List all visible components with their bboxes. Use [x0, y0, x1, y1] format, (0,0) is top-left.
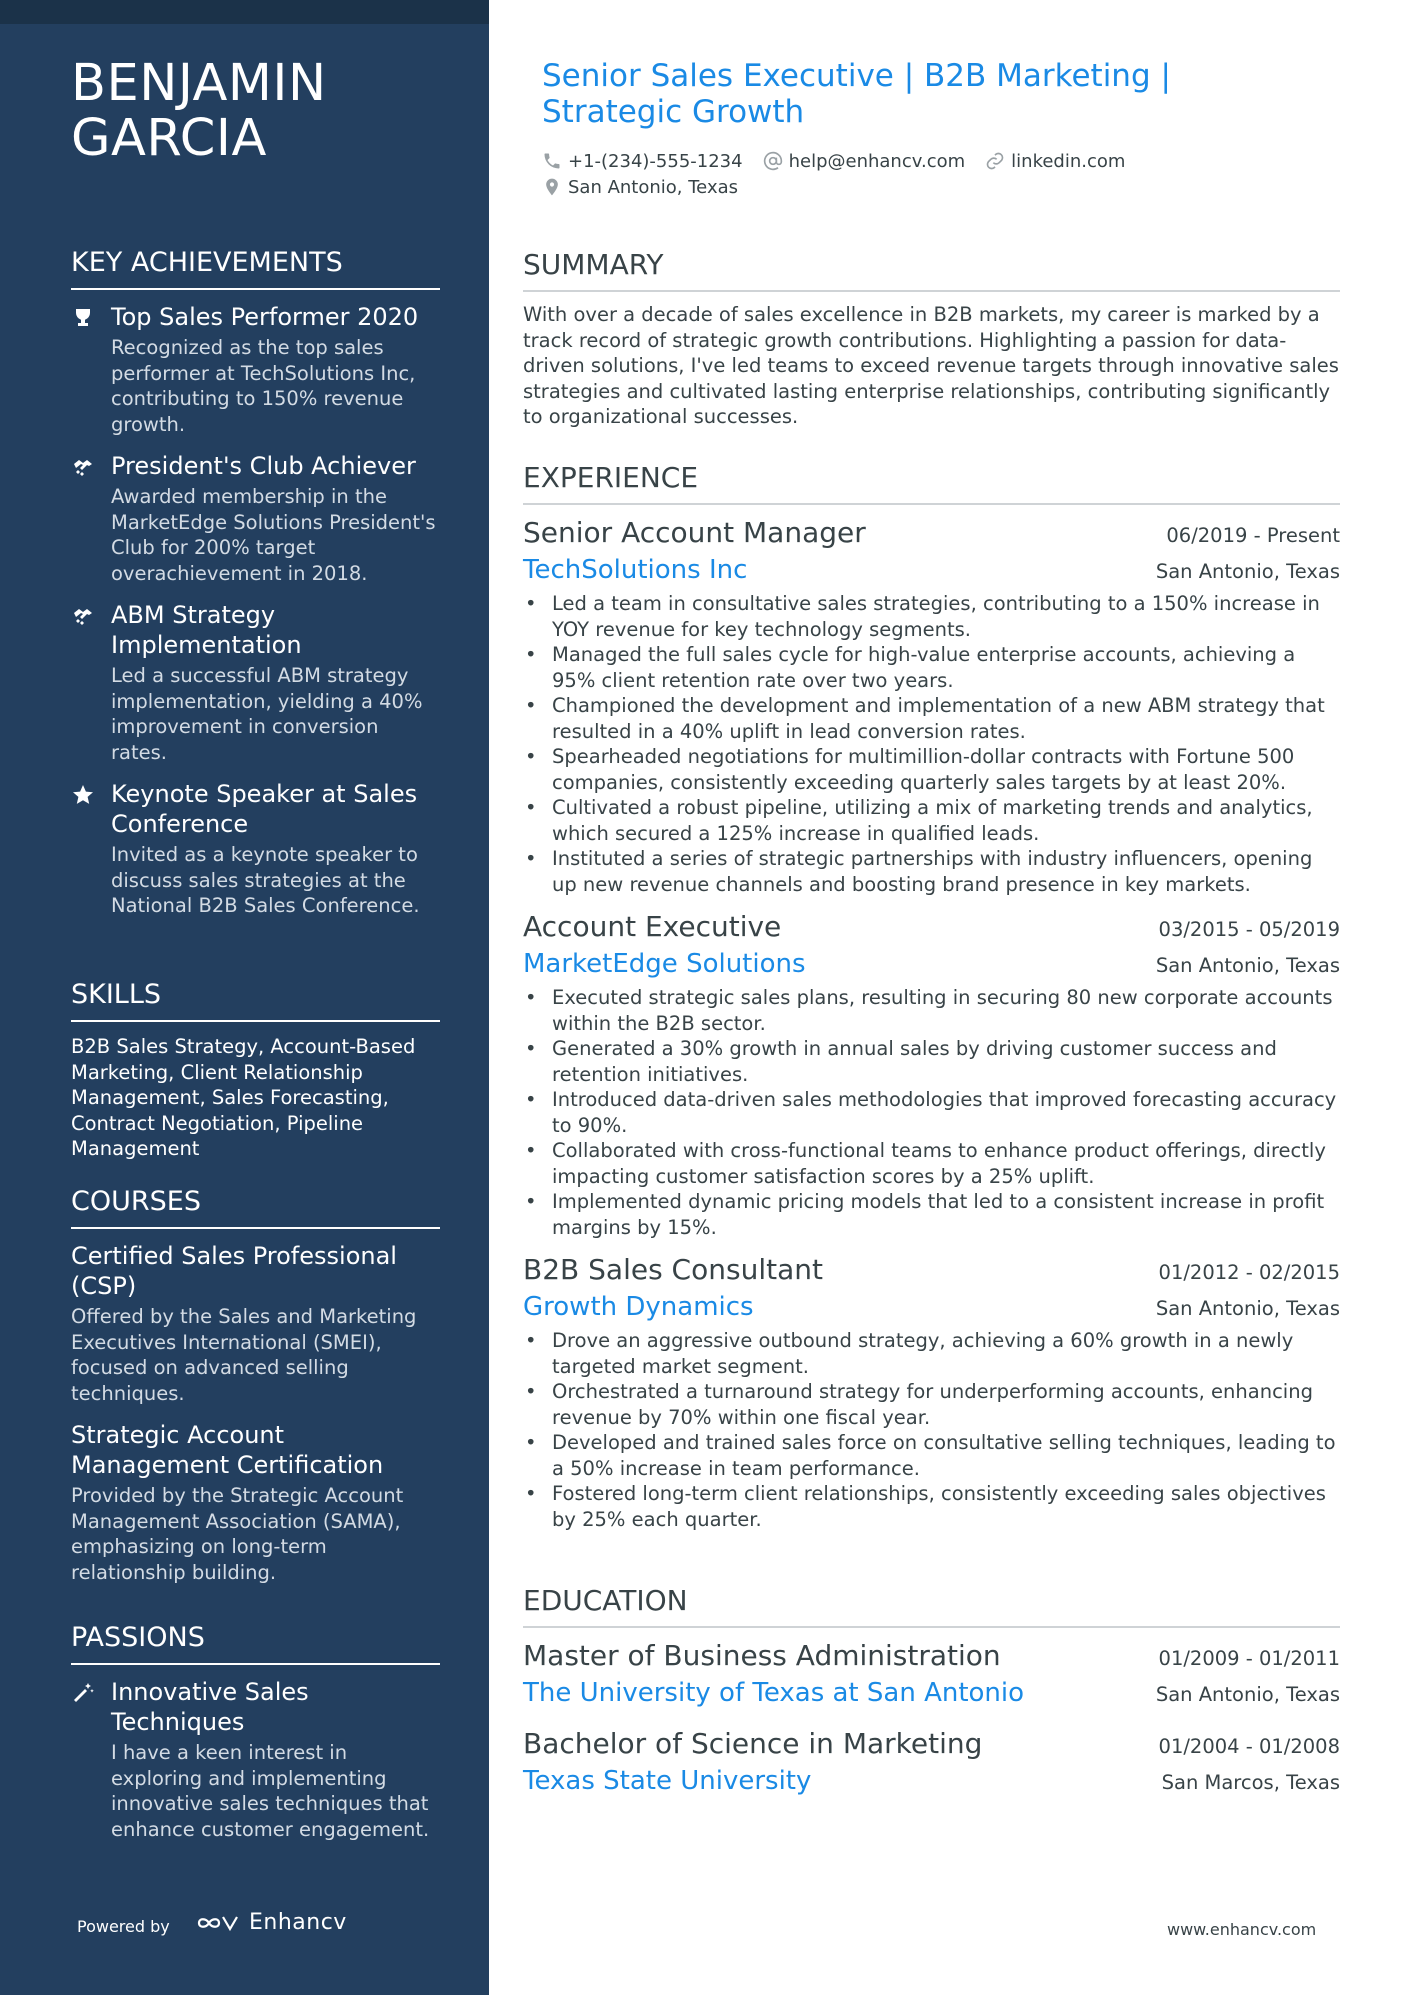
list-item: • Led a team in consultative sales strategies, contributing to a 150% increase in YOY revenue for key technology segments. [523, 591, 1340, 642]
brand-name: Enhancv [249, 1910, 347, 1935]
achievement-title: Keynote Speaker at Sales Conference [111, 780, 418, 838]
list-item: • Managed the full sales cycle for high-value enterprise accounts, achieving a 95% client retention rate over two years. [523, 642, 1340, 693]
key-achievements-heading: KEY ACHIEVEMENTS [71, 246, 440, 290]
list-item: • Instituted a series of strategic partnerships with industry influencers, opening up new revenue channels and boosting brand presence in key markets. [523, 846, 1340, 897]
company-name[interactable]: MarketEdge Solutions [523, 949, 806, 979]
phone-text: +1-(234)-555-1234 [568, 150, 743, 172]
list-item: • Orchestrated a turnaround strategy for underperforming accounts, enhancing revenue by 70% within one fiscal year. [523, 1379, 1340, 1430]
job-location: San Antonio, Texas [1155, 1297, 1340, 1320]
list-item: • Developed and trained sales force on consultative selling techniques, leading to a 50% increase in team performance. [523, 1430, 1340, 1481]
list-item: • Cultivated a robust pipeline, utilizing a mix of marketing trends and analytics, which secured a 125% increase in qualified leads. [523, 795, 1340, 846]
job-entry [523, 515, 1340, 897]
course-item [71, 1241, 440, 1406]
summary-heading: SUMMARY [523, 248, 1340, 292]
headline: Senior Sales Executive | B2B Marketing | Strategic Growth [542, 58, 1171, 130]
job-date: 06/2019 - Present [1166, 524, 1340, 547]
powered-by-label: Powered by [77, 1917, 170, 1936]
list-item: • Implemented dynamic pricing models that led to a consistent increase in profit margins by 15%. [523, 1189, 1340, 1240]
job-entry [523, 1252, 1340, 1532]
handshake-icon [71, 455, 95, 479]
achievement-item [71, 600, 440, 765]
job-date: 01/2012 - 02/2015 [1158, 1261, 1340, 1284]
passion-title: Innovative Sales Techniques [111, 1678, 309, 1736]
skills-list: B2B Sales Strategy, Account-Based Marketing, Client Relationship Management, Sales Forecasting, Contract Negotiation, Pipeline Management [71, 1035, 416, 1160]
school-name[interactable]: The University of Texas at San Antonio [523, 1678, 1025, 1708]
passions-heading: PASSIONS [71, 1621, 440, 1665]
company-name[interactable]: TechSolutions Inc [523, 555, 748, 585]
list-item: • Drove an aggressive outbound strategy, achieving a 60% growth in a newly targeted market segment. [523, 1328, 1340, 1379]
achievement-desc: Invited as a keynote speaker to discuss sales strategies at the National B2B Sales Conference. [111, 843, 420, 917]
course-desc: Provided by the Strategic Account Management Association (SAMA), emphasizing on long-term relationship building. [71, 1484, 404, 1584]
job-title: B2B Sales Consultant [523, 1253, 823, 1286]
list-item: • Fostered long-term client relationships, consistently exceeding sales objectives by 25% each quarter. [523, 1481, 1340, 1532]
summary-section [523, 248, 1340, 430]
courses-heading: COURSES [71, 1185, 440, 1229]
link-text: linkedin.com [1011, 150, 1126, 172]
candidate-name: BENJAMIN GARCIA [71, 54, 327, 168]
achievement-desc: Awarded membership in the MarketEdge Solutions President's Club for 200% target overachievement in 2018. [111, 485, 436, 585]
job-bullets [523, 1328, 1340, 1532]
passions-section [71, 1621, 440, 1856]
job-bullets [523, 591, 1340, 897]
education-location: San Marcos, Texas [1161, 1771, 1340, 1794]
handshake-icon [71, 604, 95, 628]
education-heading: EDUCATION [523, 1584, 1340, 1628]
passion-desc: I have a keen interest in exploring and implementing innovative sales techniques that enhance customer engagement. [111, 1741, 430, 1841]
star-icon [71, 783, 95, 807]
job-date: 03/2015 - 05/2019 [1158, 918, 1340, 941]
link-icon [985, 151, 1005, 171]
at-sign-icon [763, 151, 783, 171]
brand-logo[interactable] [195, 1910, 347, 1935]
achievement-item [71, 302, 440, 437]
contact-location [542, 177, 738, 198]
experience-heading: EXPERIENCE [523, 461, 1340, 505]
degree-title: Bachelor of Science in Marketing [523, 1727, 983, 1760]
course-title: Strategic Account Management Certification [71, 1421, 384, 1479]
skills-heading: SKILLS [71, 978, 440, 1022]
job-entry [523, 909, 1340, 1240]
contact-phone[interactable] [542, 151, 743, 172]
magic-wand-icon [71, 1681, 95, 1705]
achievement-item [71, 451, 440, 586]
trophy-icon [71, 306, 95, 330]
list-item: • Introduced data-driven sales methodologies that improved forecasting accuracy to 90%. [523, 1087, 1340, 1138]
achievement-title: Top Sales Performer 2020 [111, 303, 419, 331]
location-pin-icon [542, 177, 562, 197]
list-item: • Executed strategic sales plans, resulting in securing 80 new corporate accounts within the B2B sector. [523, 985, 1340, 1036]
job-title: Account Executive [523, 910, 782, 943]
enhancv-logo-icon [195, 1911, 241, 1935]
education-location: San Antonio, Texas [1155, 1683, 1340, 1706]
education-entry [523, 1638, 1340, 1710]
experience-section [523, 461, 1340, 1544]
job-location: San Antonio, Texas [1155, 560, 1340, 583]
education-date: 01/2004 - 01/2008 [1158, 1735, 1340, 1758]
key-achievements-section [71, 246, 440, 933]
skills-section [71, 978, 440, 1162]
passion-item [71, 1677, 440, 1842]
list-item: • Championed the development and implementation of a new ABM strategy that resulted in a 40% uplift in lead conversion rates. [523, 693, 1340, 744]
company-name[interactable]: Growth Dynamics [523, 1292, 754, 1322]
degree-title: Master of Business Administration [523, 1639, 1001, 1672]
achievement-desc: Led a successful ABM strategy implementation, yielding a 40% improvement in conversion rates. [111, 664, 423, 764]
education-date: 01/2009 - 01/2011 [1158, 1647, 1340, 1670]
list-item: • Collaborated with cross-functional teams to enhance product offerings, directly impacting customer satisfaction scores by a 25% uplift. [523, 1138, 1340, 1189]
contact-link[interactable] [985, 151, 1125, 172]
job-title: Senior Account Manager [523, 516, 866, 549]
course-title: Certified Sales Professional (CSP) [71, 1242, 397, 1300]
email-text: help@enhancv.com [788, 150, 966, 172]
location-text: San Antonio, Texas [568, 176, 738, 198]
footer-url[interactable]: www.enhancv.com [1167, 1920, 1317, 1939]
contact-email[interactable] [763, 151, 966, 172]
course-item [71, 1420, 440, 1585]
phone-icon [542, 151, 562, 171]
list-item: • Generated a 30% growth in annual sales by driving customer success and retention initiatives. [523, 1036, 1340, 1087]
school-name[interactable]: Texas State University [523, 1766, 812, 1796]
summary-text: With over a decade of sales excellence in B2B markets, my career is marked by a track record of strategic growth contributions. Highlighting a passion for data-driven solutions, I've led teams to exceed revenue targets through innovative sales strategies and cultivated lasting enterprise relationships, contributing significantly to organizational successes. [523, 303, 1339, 428]
achievement-title: President's Club Achiever [111, 452, 416, 480]
sidebar [0, 0, 489, 1995]
job-location: San Antonio, Texas [1155, 954, 1340, 977]
courses-section [71, 1185, 440, 1599]
contact-info [542, 148, 1342, 200]
achievement-item [71, 779, 440, 919]
achievement-desc: Recognized as the top sales performer at TechSolutions Inc, contributing to 150% revenue growth. [111, 336, 416, 436]
job-bullets [523, 985, 1340, 1240]
course-desc: Offered by the Sales and Marketing Executives International (SMEI), focused on advanced selling techniques. [71, 1305, 417, 1405]
education-entry [523, 1726, 1340, 1798]
list-item: • Spearheaded negotiations for multimillion-dollar contracts with Fortune 500 companies, consistently exceeding quarterly sales targets by at least 20%. [523, 744, 1340, 795]
education-section [523, 1584, 1340, 1814]
achievement-title: ABM Strategy Implementation [111, 601, 302, 659]
